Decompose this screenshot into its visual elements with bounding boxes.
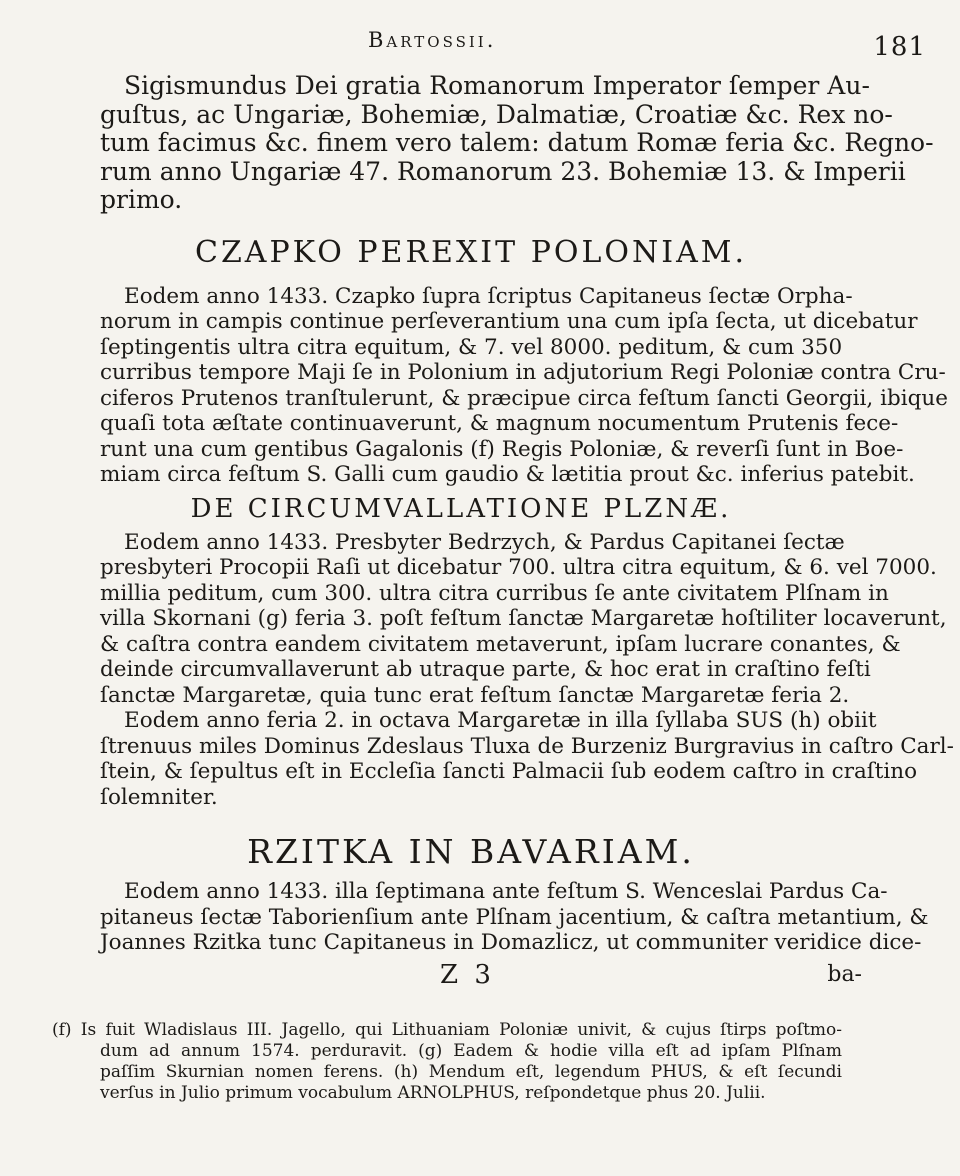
intro-paragraph [100,71,934,215]
running-head [100,22,926,62]
text-line: Eodem anno 1433. Czapko ſupra ſcriptus Capitaneus ſectæ Orpha- [124,283,853,309]
text-line: ſtrenuus miles Dominus Zdeslaus Tluxa de Burzeniz Burgravius in caſtro Carl- [100,733,954,759]
text-line: runt una cum gentibus Gagalonis (f) Regis Poloniæ, & reverſi ſunt in Boe- [100,436,904,462]
section-paragraph [100,283,948,488]
section-heading: RZITKA IN BAVARIAM. [247,832,695,872]
text-line: guſtus, ac Ungariæ, Bohemiæ, Dalmatiæ, Croatiæ &c. Rex no- [100,99,893,129]
text-line: Eodem anno 1433. Presbyter Bedrzych, & Pardus Capitanei ſectæ [124,529,845,555]
text-line: ſanctæ Margaretæ, quia tunc erat feſtum ſanctæ Margaretæ feria 2. [100,682,850,708]
section-paragraph [100,529,954,811]
section-heading: DE CIRCUMVALLATIONE PLZNÆ. [190,493,732,524]
footnote-line: (f) Is fuit Wladislaus III. Jagello, qui Lithuaniam Poloniæ univit, & cujus ſtirps poſtmo- [52,1019,842,1040]
text-line: Joannes Rzitka tunc Capitaneus in Domazlicz, ut communiter veridice dice- [100,930,922,956]
text-line: Eodem anno feria 2. in octava Margaretæ in illa ſyllaba SUS (h) obiit [124,708,877,734]
footnote-line: verſus in Julio primum vocabulum ARNOLPHUS, reſpondetque phus 20. Julii. [100,1082,766,1103]
text-line: curribus tempore Maji ſe in Polonium in adjutorium Regi Poloniæ contra Cru- [100,360,946,386]
text-line: ſeptingentis ultra citra equitum, & 7. vel 8000. peditum, & cum 350 [100,334,843,360]
text-line: ſtein, & ſepultus eſt in Eccleſia ſancti Palmacii ſub eodem caſtro in craſtino [100,759,918,785]
footnote-line: dum ad annum 1574. perduravit. (g) Eadem & hodie villa eſt ad ipſam Plſnam [100,1040,842,1061]
text-line: Sigismundus Dei gratia Romanorum Imperator ſemper Au- [124,71,870,100]
text-line: Eodem anno 1433. illa ſeptimana ante feſtum S. Wenceslai Pardus Ca- [124,879,888,905]
text-line: tum facimus &c. finem vero talem: datum Romæ feria &c. Regno- [100,128,934,158]
text-line: ſolemniter. [100,784,218,810]
text-line: rum anno Ungariæ 47. Romanorum 23. Bohemiæ 13. & Imperii [100,156,906,186]
page-foot-row [100,959,862,998]
text-line: primo. [100,185,183,215]
text-line: villa Skornani (g) feria 3. poſt feſtum ſanctæ Margaretæ hoſtiliter locaverunt, [100,606,947,632]
text-line: deinde circumvallaverunt ab utraque parte, & hoc erat in craſtino feſti [100,657,871,683]
text-line: quaſi tota æſtate continuaverunt, & magnum nocumentum Prutenis fece- [100,411,899,437]
text-line: norum in campis continue perſeverantium una cum ipſa ſecta, ut dicebatur [100,309,918,335]
text-line: millia peditum, cum 300. ultra citra curribus ſe ante civitatem Plſnam in [100,580,889,606]
text-line: ciferos Prutenos tranſtulerunt, & præcipue circa feſtum ſancti Georgii, ibique [100,385,948,411]
text-line: presbyteri Procopii Raſi ut dicebatur 700. ultra citra equitum, & 6. vel 7000. [100,555,937,581]
catchword: ba- [827,961,862,987]
footnote-line: paſſim Skurnian nomen ferens. (h) Mendum eſt, legendum PHUS, & eſt ſecundi [100,1061,842,1082]
signature-mark: Z 3 [440,959,495,990]
text-line: & caſtra contra eandem civitatem metaverunt, ipſam lucrare conantes, & [100,631,901,657]
section-paragraph [100,879,929,956]
running-title: Bartossii. [368,28,497,52]
text-line: miam circa feſtum S. Galli cum gaudio & lætitia prout &c. inferius patebit. [100,462,915,488]
page-number: 181 [873,32,926,62]
text-line: pitaneus ſectæ Taborienſium ante Plſnam jacentium, & caſtra metantium, & [100,904,929,930]
footnotes [52,1020,842,1104]
section-heading: CZAPKO PEREXIT POLONIAM. [194,234,748,270]
